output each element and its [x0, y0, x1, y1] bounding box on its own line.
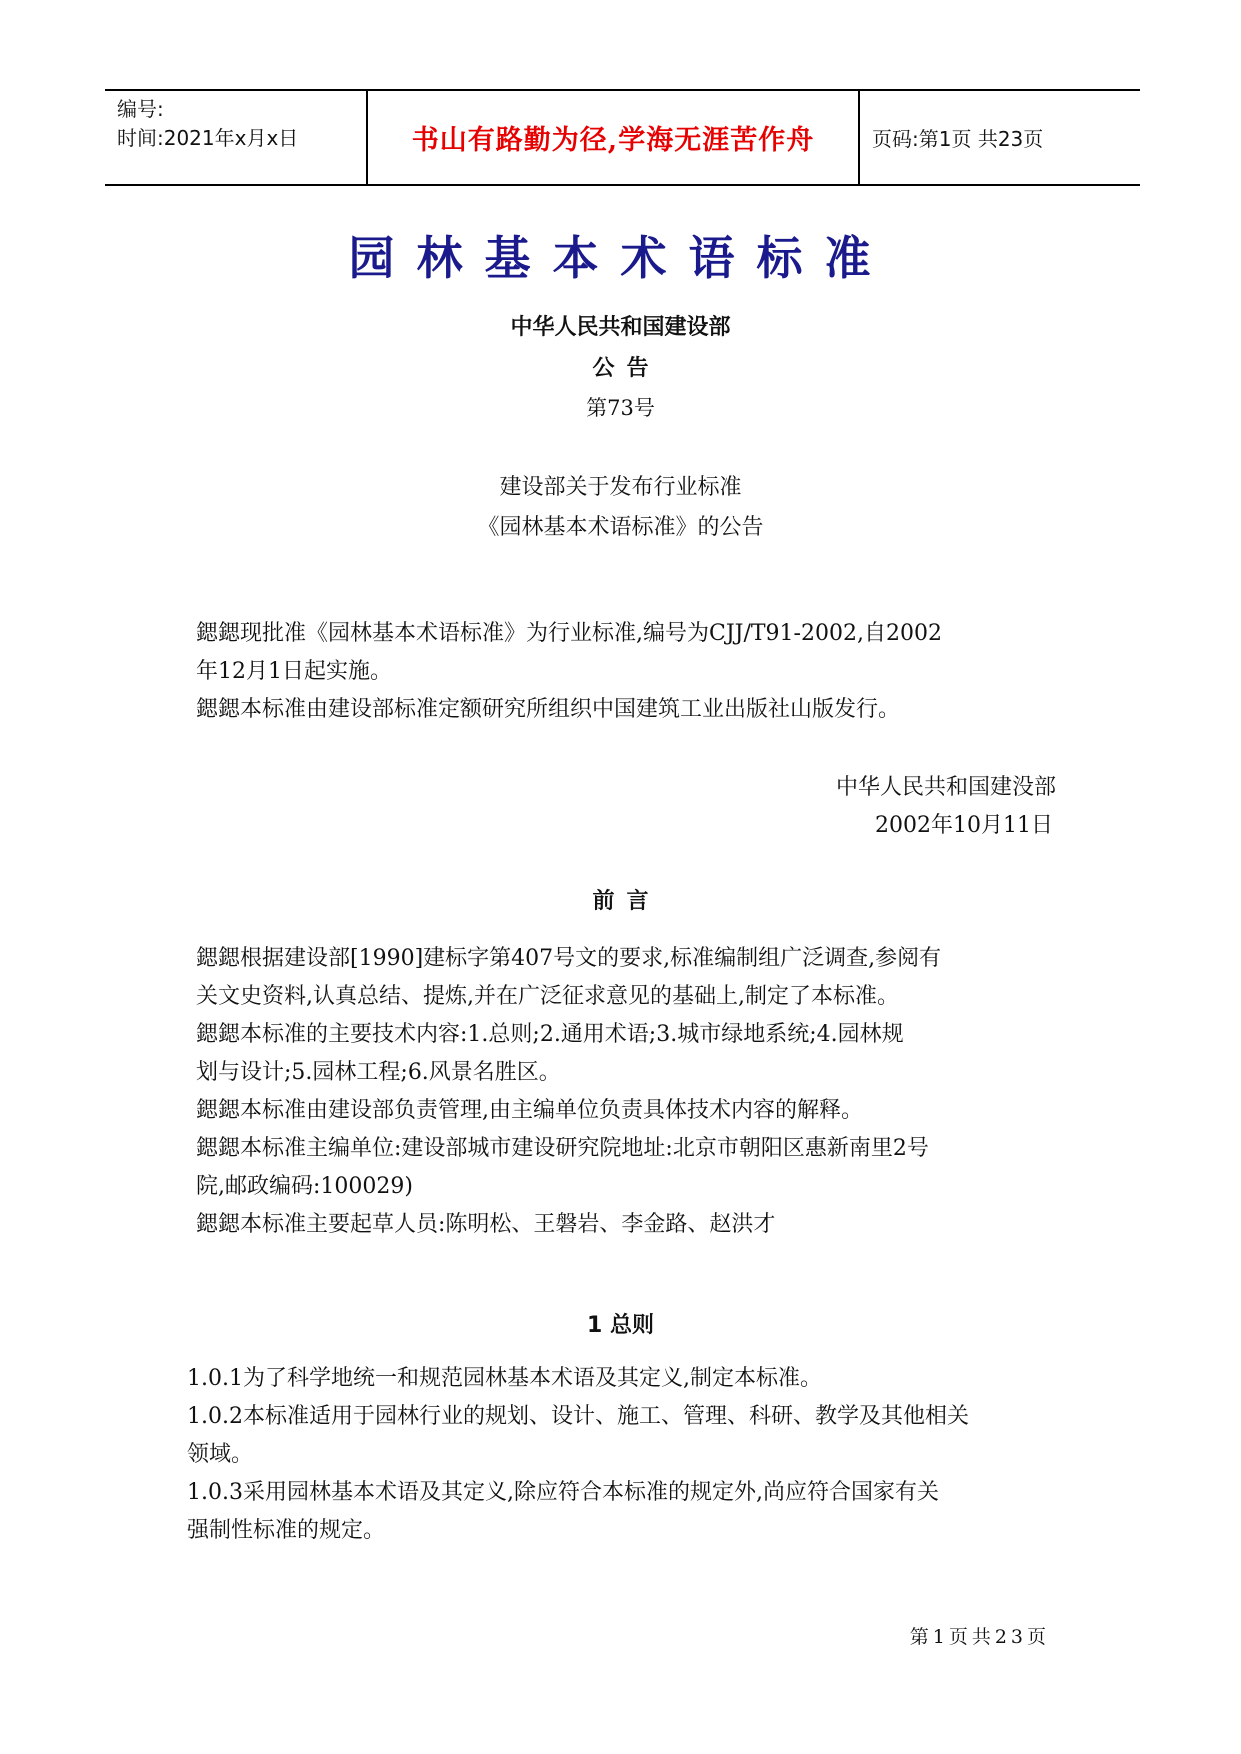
foreword-heading: 前言	[592, 889, 661, 914]
notice-subject-line1: 建设部关于发布行业标准	[499, 475, 742, 500]
general-line: 强制性标准的规定。	[187, 1518, 386, 1543]
general-heading: 1 总则	[587, 1313, 654, 1338]
general-body	[187, 1360, 1077, 1550]
foreword-line: 关文史资料,认真总结、提炼,并在广泛征求意见的基础上,制定了本标准。	[196, 984, 899, 1009]
motto: 书山有路勤为径,学海无涯苦作舟	[368, 91, 860, 184]
notice-subject-line2: 《园林基本术语标准》的公告	[477, 515, 764, 540]
header-meta-cell	[105, 91, 368, 184]
notice-label: 公告	[592, 356, 661, 381]
signature-date: 2002年10月11日	[875, 813, 1053, 838]
general-line: 领域。	[187, 1442, 254, 1467]
body-line: 鍶鍶现批准《园林基本术语标准》为行业标准,编号为CJJ/T91-2002,自2002	[196, 621, 942, 646]
foreword-line: 鍶鍶本标准的主要技术内容:1.总则;2.通用术语;3.城市绿地系统;4.园林规	[196, 1022, 904, 1047]
general-line: 1.0.3采用园林基本术语及其定义,除应符合本标准的规定外,尚应符合国家有关	[187, 1480, 939, 1505]
foreword-line: 划与设计;5.园林工程;6.风景名胜区。	[196, 1060, 561, 1085]
header-table	[105, 89, 1140, 186]
number-label: 编号:	[117, 97, 164, 121]
general-line: 1.0.1为了科学地统一和规范园林基本术语及其定义,制定本标准。	[187, 1366, 822, 1391]
ministry-name: 中华人民共和国建设部	[510, 315, 731, 340]
notice-number: 第73号	[586, 396, 655, 420]
page-footer: 第1页共23页	[909, 1626, 1050, 1648]
signature-org: 中华人民共和国建没部	[835, 775, 1056, 800]
foreword-line: 鍶鍶本标准主要起草人员:陈明松、王磐岩、李金路、赵洪才	[196, 1212, 776, 1237]
time-label: 时间:2021年x月x日	[117, 126, 299, 150]
body-line: 年12月1日起实施。	[196, 659, 392, 684]
foreword-line: 鍶鍶本标准主编单位:建设部城市建设研究院地址:北京市朝阳区惠新南里2号	[196, 1136, 929, 1161]
foreword-body	[196, 940, 1056, 1244]
page-code: 页码:第1页 共23页	[872, 127, 1044, 151]
foreword-line: 鍶鍶本标准由建设部负责管理,由主编单位负责具体技术内容的解释。	[196, 1098, 863, 1123]
body-line: 鍶鍶本标准由建设部标准定额研究所组织中国建筑工业出版社山版发行。	[196, 697, 901, 722]
general-line: 1.0.2本标准适用于园林行业的规划、设计、施工、管理、科研、教学及其他相关	[187, 1404, 969, 1429]
notice-body	[196, 615, 1056, 729]
foreword-line: 院,邮政编码:100029)	[196, 1174, 413, 1199]
document-title: 园林基本术语标准	[348, 231, 893, 285]
foreword-line: 鍶鍶根据建设部[1990]建标字第407号文的要求,标准编制组广泛调查,参阅有	[196, 946, 942, 971]
